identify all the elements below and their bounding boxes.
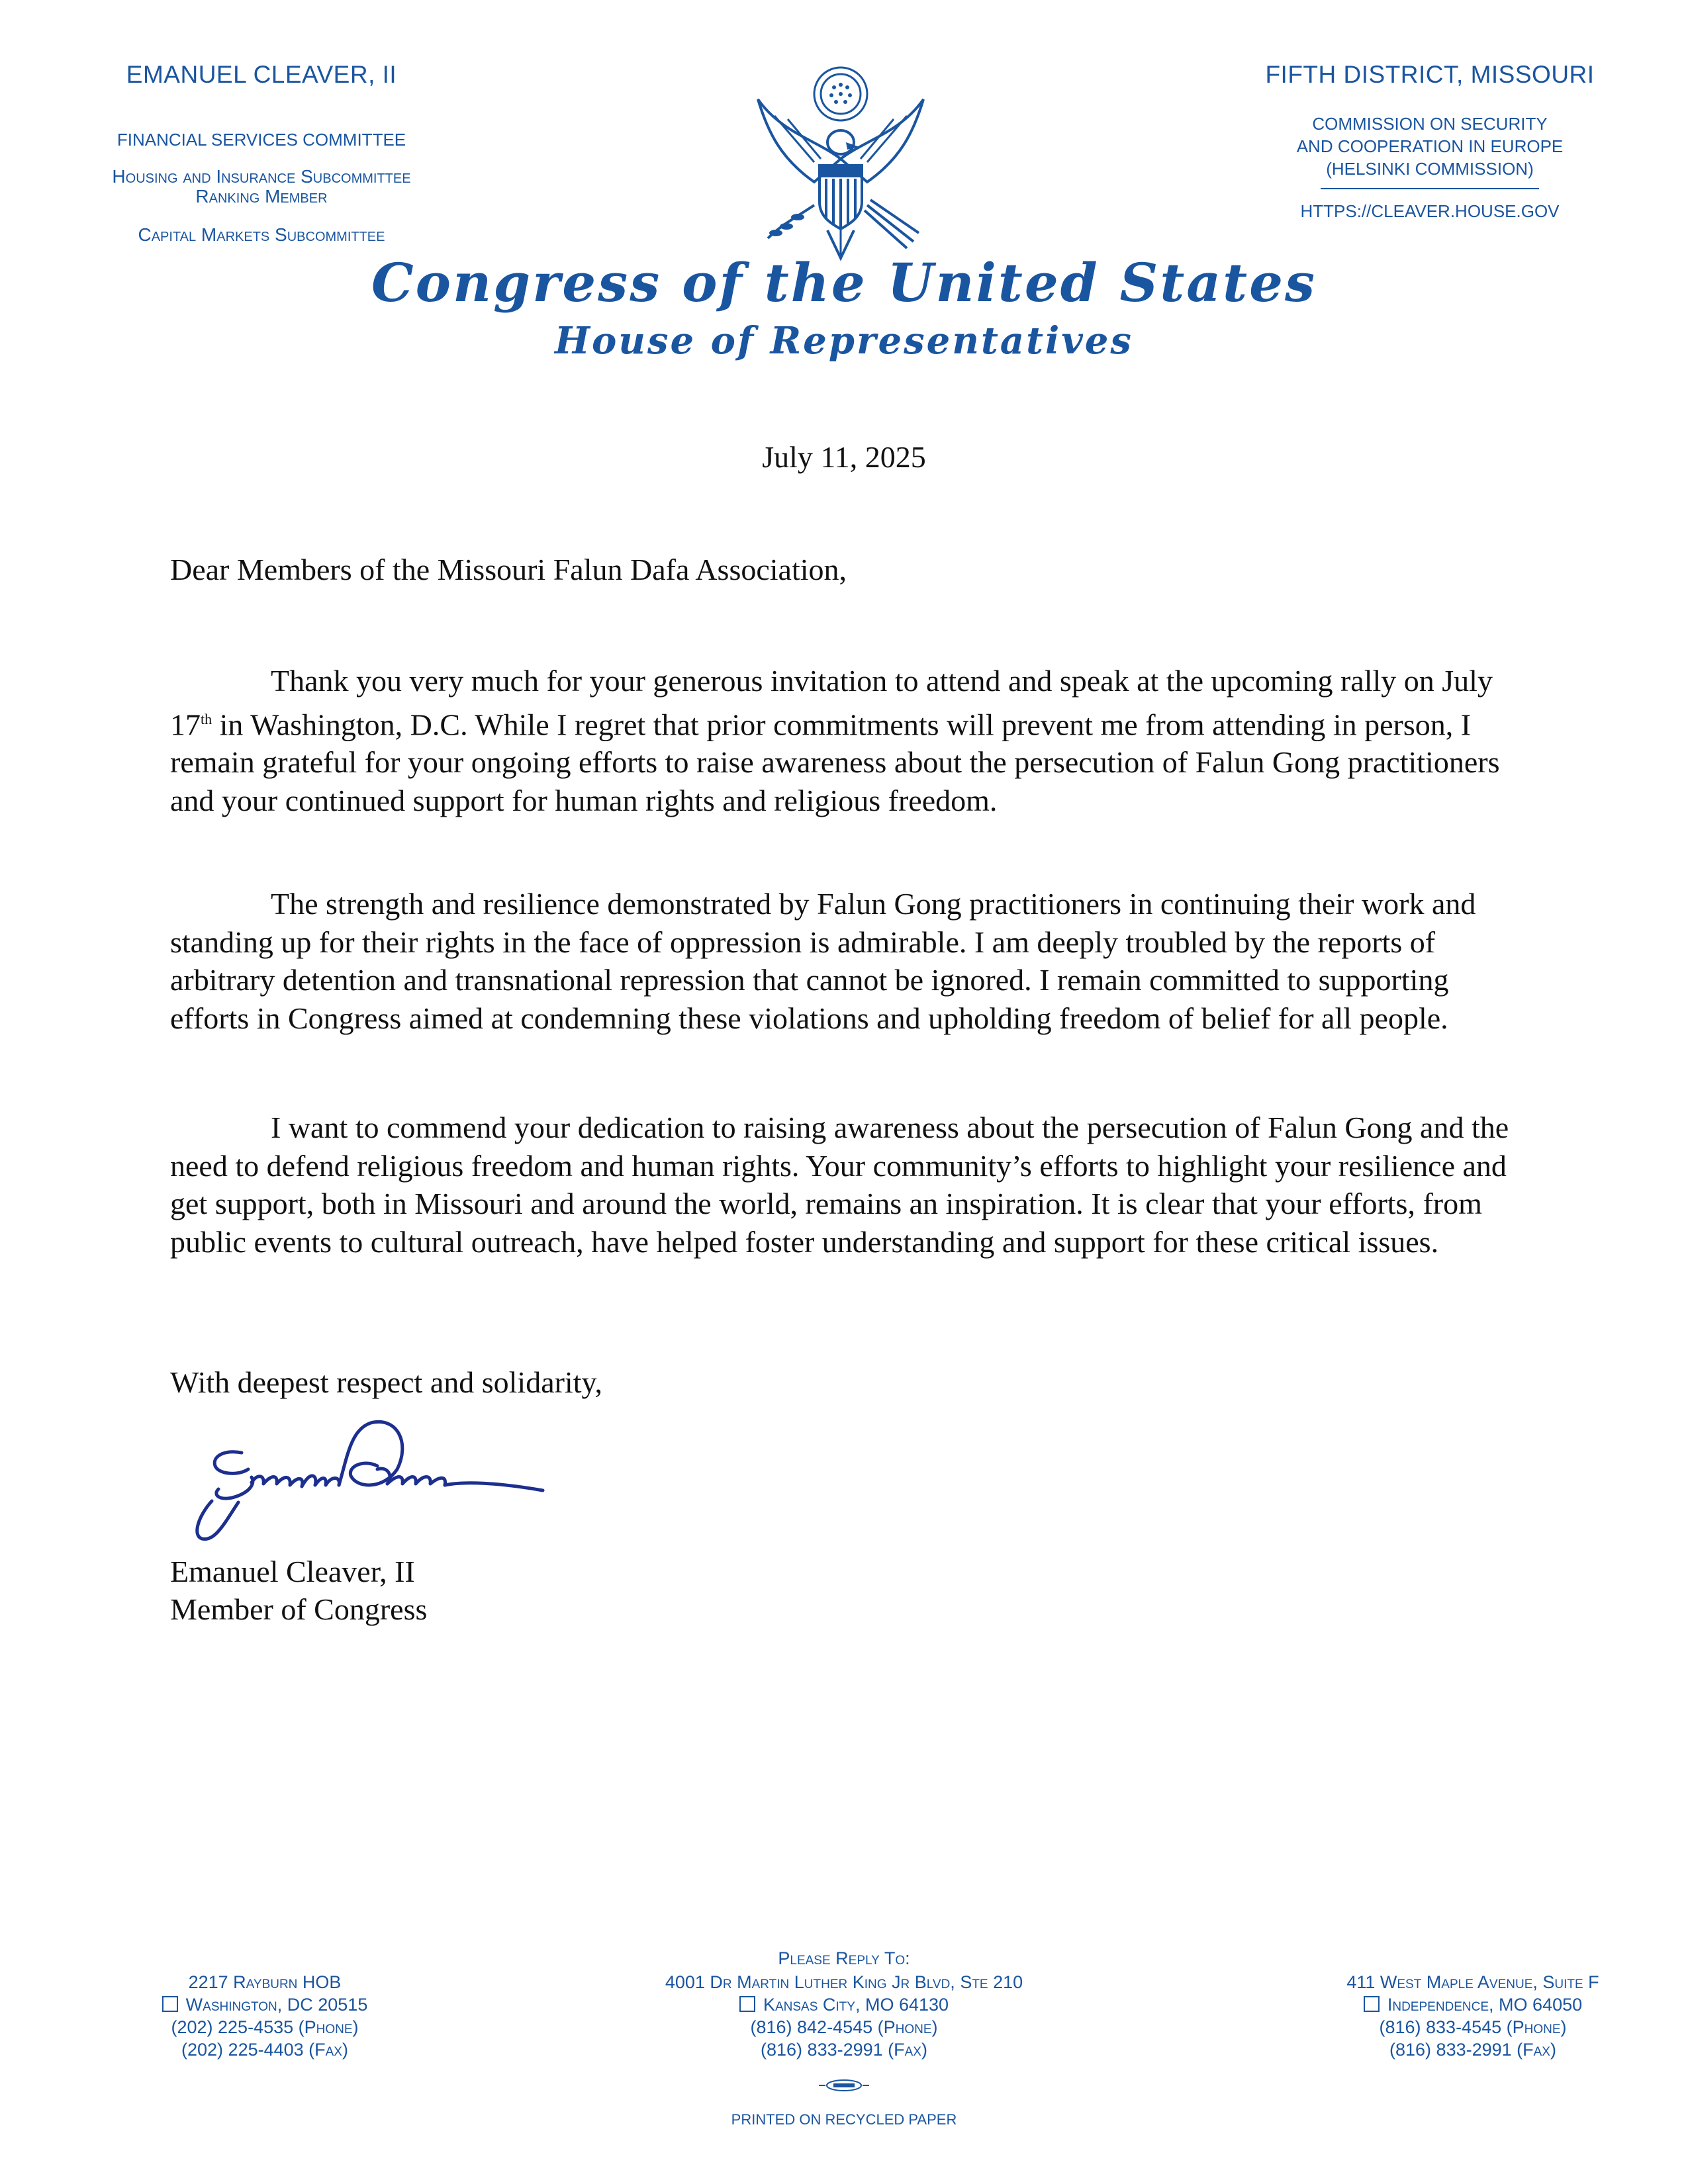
great-seal-eagle-icon: [741, 60, 940, 271]
committee-label: FINANCIAL SERVICES COMMITTEE: [117, 130, 406, 150]
letter-date: July 11, 2025: [762, 440, 926, 474]
checkbox-icon: [739, 1996, 755, 2012]
congress-title: Congress of the United States: [371, 251, 1317, 314]
paragraph-1-start: Thank you very much for your generous invitation to attend and speak at the upcoming rally on July 17: [170, 664, 1493, 741]
salutation: Dear Members of the Missouri Falun Dafa Association,: [170, 553, 847, 586]
subcommittee-capital-markets: Capital Markets Subcommittee: [138, 224, 385, 245]
checkbox-icon: [1364, 1996, 1380, 2012]
closing: With deepest respect and solidarity,: [170, 1365, 603, 1399]
house-subtitle: House of Representatives: [555, 319, 1133, 363]
commission-line-1: COMMISSION ON SECURITY: [1312, 114, 1548, 134]
commission-line-2: AND COOPERATION IN EUROPE: [1296, 136, 1564, 156]
signature: [185, 1403, 556, 1549]
office-washington: [79, 1971, 450, 2061]
office-phone: (816) 842-4545 (Phone): [750, 2017, 938, 2037]
reply-label: Please Reply To:: [778, 1948, 910, 1968]
office-phone: (202) 225-4535 (Phone): [171, 2017, 359, 2037]
divider: [1321, 188, 1539, 189]
office-fax: (816) 833-2991 (Fax): [1389, 2040, 1556, 2060]
office-address-line-1: 411 West Maple Avenue, Suite F: [1346, 1972, 1599, 1992]
ordinal-suffix: th: [201, 710, 212, 727]
office-fax: (202) 225-4403 (Fax): [181, 2040, 348, 2060]
office-phone: (816) 833-4545 (Phone): [1379, 2017, 1567, 2037]
letterhead-right: [1192, 61, 1668, 222]
recycled-paper-notice: PRINTED ON RECYCLED PAPER: [731, 2111, 957, 2128]
office-address-line-2: Independence, MO 64050: [1297, 1993, 1648, 2016]
paragraph-2: The strength and resilience demonstrated by Falun Gong practitioners in continuing their work and standing up for their rights in the face of oppression is admirable. I am deeply troubled by the reports of arbitrary detention and transnational repression that cannot be ignored. I remain committed to supporting efforts in Congress aimed at condemning these violations and upholding freedom of belief for all people.: [170, 887, 1476, 1035]
signer-title: Member of Congress: [170, 1592, 428, 1626]
paragraph-1: [170, 662, 1517, 819]
subcommittee-housing: Housing and Insurance Subcommittee: [112, 166, 411, 187]
checkbox-icon: [162, 1996, 178, 2012]
letterhead-left: [0, 61, 523, 245]
signer-name: Emanuel Cleaver, II: [170, 1555, 415, 1588]
district-heading: FIFTH DISTRICT, MISSOURI: [1265, 61, 1595, 88]
office-kansas-city: [645, 1971, 1043, 2061]
union-label-icon: [818, 2078, 870, 2093]
office-address-line-1: 4001 Dr Martin Luther King Jr Blvd, Ste 210: [665, 1972, 1023, 1992]
commission-line-3: (HELSINKI COMMISSION): [1326, 159, 1534, 179]
office-fax: (816) 833-2991 (Fax): [761, 2040, 927, 2060]
member-name-heading: EMANUEL CLEAVER, II: [126, 61, 397, 88]
office-independence: [1297, 1971, 1648, 2061]
signature-block: [170, 1553, 427, 1628]
office-address-line-1: 2217 Rayburn HOB: [188, 1972, 342, 1992]
office-address-line-2: Kansas City, MO 64130: [645, 1993, 1043, 2016]
paragraph-1-end: in Washington, D.C. While I regret that prior commitments will prevent me from attending in person, I remain grateful for your ongoing efforts to raise awareness about the persecution of Falun Gong practitioners and your continued support for human rights and religious freedom.: [170, 707, 1500, 817]
paragraph-3: I want to commend your dedication to raising awareness about the persecution of Falun Gong and the need to defend religious freedom and human rights. Your community’s efforts to highlight your resilience and get support, both in Missouri and around the world, remains an inspiration. It is clear that your efforts, from public events to cultural outreach, have helped foster understanding and support for these critical issues.: [170, 1111, 1509, 1259]
subcommittee-role: Ranking Member: [195, 186, 328, 206]
website-link[interactable]: HTTPS://CLEAVER.HOUSE.GOV: [1300, 201, 1560, 221]
office-address-line-2: Washington, DC 20515: [79, 1993, 450, 2016]
